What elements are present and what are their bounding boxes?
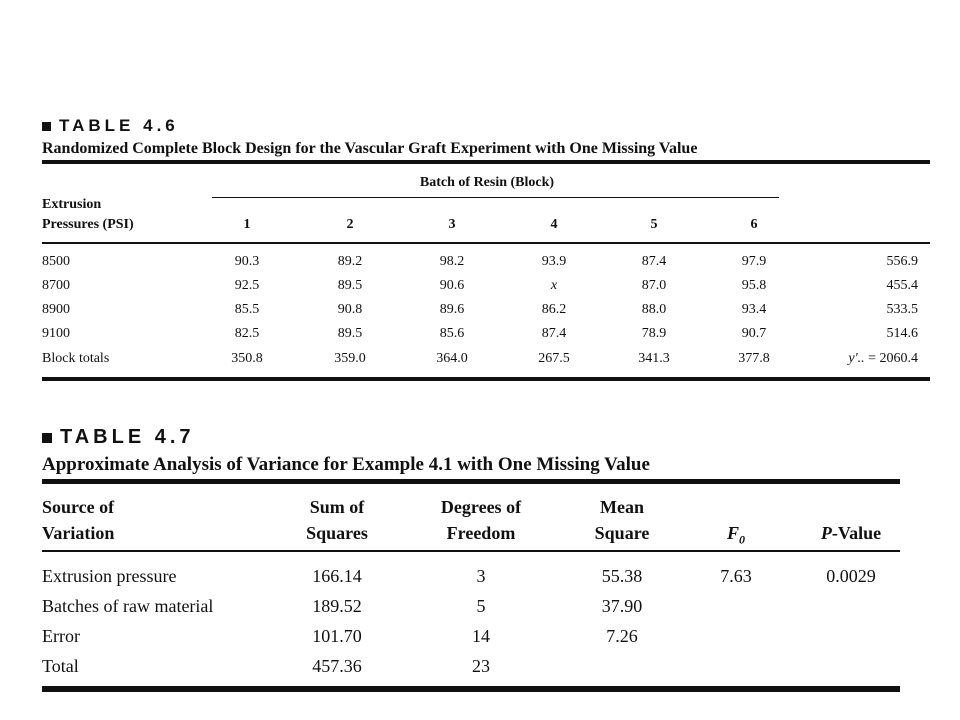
data-cell: 364.0 — [436, 351, 468, 366]
data-cell: 377.8 — [738, 351, 770, 366]
source-cell: Batches of raw material — [42, 596, 214, 616]
source-cell: Error — [42, 626, 80, 646]
header-line: Sum of — [309, 497, 365, 517]
data-cell: 89.5 — [337, 278, 363, 293]
data-cell: 89.6 — [439, 302, 465, 317]
p-value-cell: 0.0029 — [826, 566, 876, 586]
header-line: Variation — [42, 523, 115, 543]
ms-cell: 37.90 — [601, 596, 643, 616]
row-total: 556.9 — [886, 254, 918, 269]
data-cell: 78.9 — [641, 326, 667, 341]
ss-cell: 457.36 — [312, 656, 362, 676]
ss-cell: 189.52 — [312, 596, 362, 616]
data-cell: 85.6 — [439, 326, 465, 341]
column-header: 5 — [650, 217, 658, 232]
header-sum-of-squares — [306, 494, 368, 546]
data-cell: 89.5 — [337, 326, 363, 341]
data-cell: 89.2 — [337, 254, 363, 269]
row-total: 455.4 — [886, 278, 918, 293]
data-cell: 87.4 — [541, 326, 567, 341]
table-caption: Approximate Analysis of Variance for Example 4.1 with One Missing Value — [42, 454, 650, 475]
data-cell: 87.0 — [641, 278, 667, 293]
row-label: 9100 — [42, 326, 70, 341]
source-cell: Extrusion pressure — [42, 566, 177, 586]
bullet-square-icon — [42, 122, 51, 131]
data-cell: 95.8 — [741, 278, 767, 293]
df-cell: 14 — [472, 626, 490, 646]
df-cell: 5 — [476, 596, 486, 616]
data-cell: 90.6 — [439, 278, 465, 293]
data-cell: 85.5 — [234, 302, 260, 317]
header-rule — [42, 550, 900, 552]
source-cell: Total — [42, 656, 79, 676]
grand-total — [848, 352, 918, 366]
data-cell: 90.7 — [741, 326, 767, 341]
header-mean-square — [595, 494, 650, 546]
data-cell: 359.0 — [334, 351, 366, 366]
header-line: Square — [594, 523, 650, 543]
column-header: 1 — [243, 217, 251, 232]
header-line: Mean — [600, 497, 644, 517]
ss-cell: 166.14 — [312, 566, 362, 586]
table-caption: Randomized Complete Block Design for the Vascular Graft Experiment with One Missing Value — [42, 140, 698, 157]
data-cell: 97.9 — [741, 254, 767, 269]
header-f0 — [727, 520, 745, 553]
row-label: 8500 — [42, 254, 70, 269]
row-total: 533.5 — [886, 302, 918, 317]
data-cell: 90.3 — [234, 254, 260, 269]
data-cell: 82.5 — [234, 326, 260, 341]
table-label — [42, 426, 195, 449]
header-p-italic: P — [820, 523, 832, 543]
table-label — [42, 116, 179, 136]
header-rule — [42, 242, 930, 244]
bullet-square-icon — [42, 433, 52, 443]
bottom-rule — [42, 377, 930, 381]
header-p-value — [821, 520, 881, 546]
top-rule — [42, 160, 930, 164]
ss-cell: 101.70 — [312, 626, 362, 646]
f0-cell: 7.63 — [720, 566, 752, 586]
row-total: 514.6 — [886, 326, 918, 341]
data-cell: 88.0 — [641, 302, 667, 317]
column-header: 6 — [750, 217, 758, 232]
block-header: Batch of Resin (Block) — [419, 175, 555, 190]
header-line: Source of — [42, 497, 115, 517]
row-label: 8700 — [42, 278, 70, 293]
table-label-text: TABLE 4.7 — [60, 426, 195, 448]
data-cell: 87.4 — [641, 254, 667, 269]
data-cell: 90.8 — [337, 302, 363, 317]
top-rule — [42, 479, 900, 484]
header-f0-text: F — [726, 523, 740, 543]
column-header: 3 — [448, 217, 456, 232]
column-header: 2 — [346, 217, 354, 232]
bottom-rule — [42, 686, 900, 692]
header-p-rest: -Value — [831, 523, 882, 543]
row-label: 8900 — [42, 302, 70, 317]
ms-cell: 7.26 — [606, 626, 638, 646]
header-line: Freedom — [446, 523, 516, 543]
header-source — [42, 494, 114, 546]
data-cell: 267.5 — [538, 351, 570, 366]
row-header-line1: Extrusion — [42, 197, 102, 212]
header-line: Squares — [306, 523, 368, 543]
df-cell: 3 — [476, 566, 486, 586]
header-line: Degrees of — [440, 497, 522, 517]
column-header: 4 — [550, 217, 558, 232]
header-f0-subscript: 0 — [739, 532, 746, 547]
row-header-line2: Pressures (PSI) — [42, 217, 134, 232]
data-cell: 341.3 — [638, 351, 670, 366]
data-cell: 93.4 — [741, 302, 767, 317]
data-cell: 350.8 — [231, 351, 263, 366]
data-cell: 98.2 — [439, 254, 465, 269]
header-degrees-of-freedom — [441, 494, 521, 546]
df-cell: 23 — [472, 656, 490, 676]
ms-cell: 55.38 — [601, 566, 643, 586]
table-label-text: TABLE 4.6 — [59, 116, 179, 135]
grand-total-value: = 2060.4 — [868, 351, 918, 366]
grand-total-symbol: y'.. — [848, 351, 865, 366]
block-header-rule — [212, 197, 779, 198]
data-cell: 92.5 — [234, 278, 260, 293]
data-cell: 86.2 — [541, 302, 567, 317]
row-label: Block totals — [42, 351, 110, 366]
missing-value-cell: x — [550, 278, 558, 293]
data-cell: 93.9 — [541, 254, 567, 269]
